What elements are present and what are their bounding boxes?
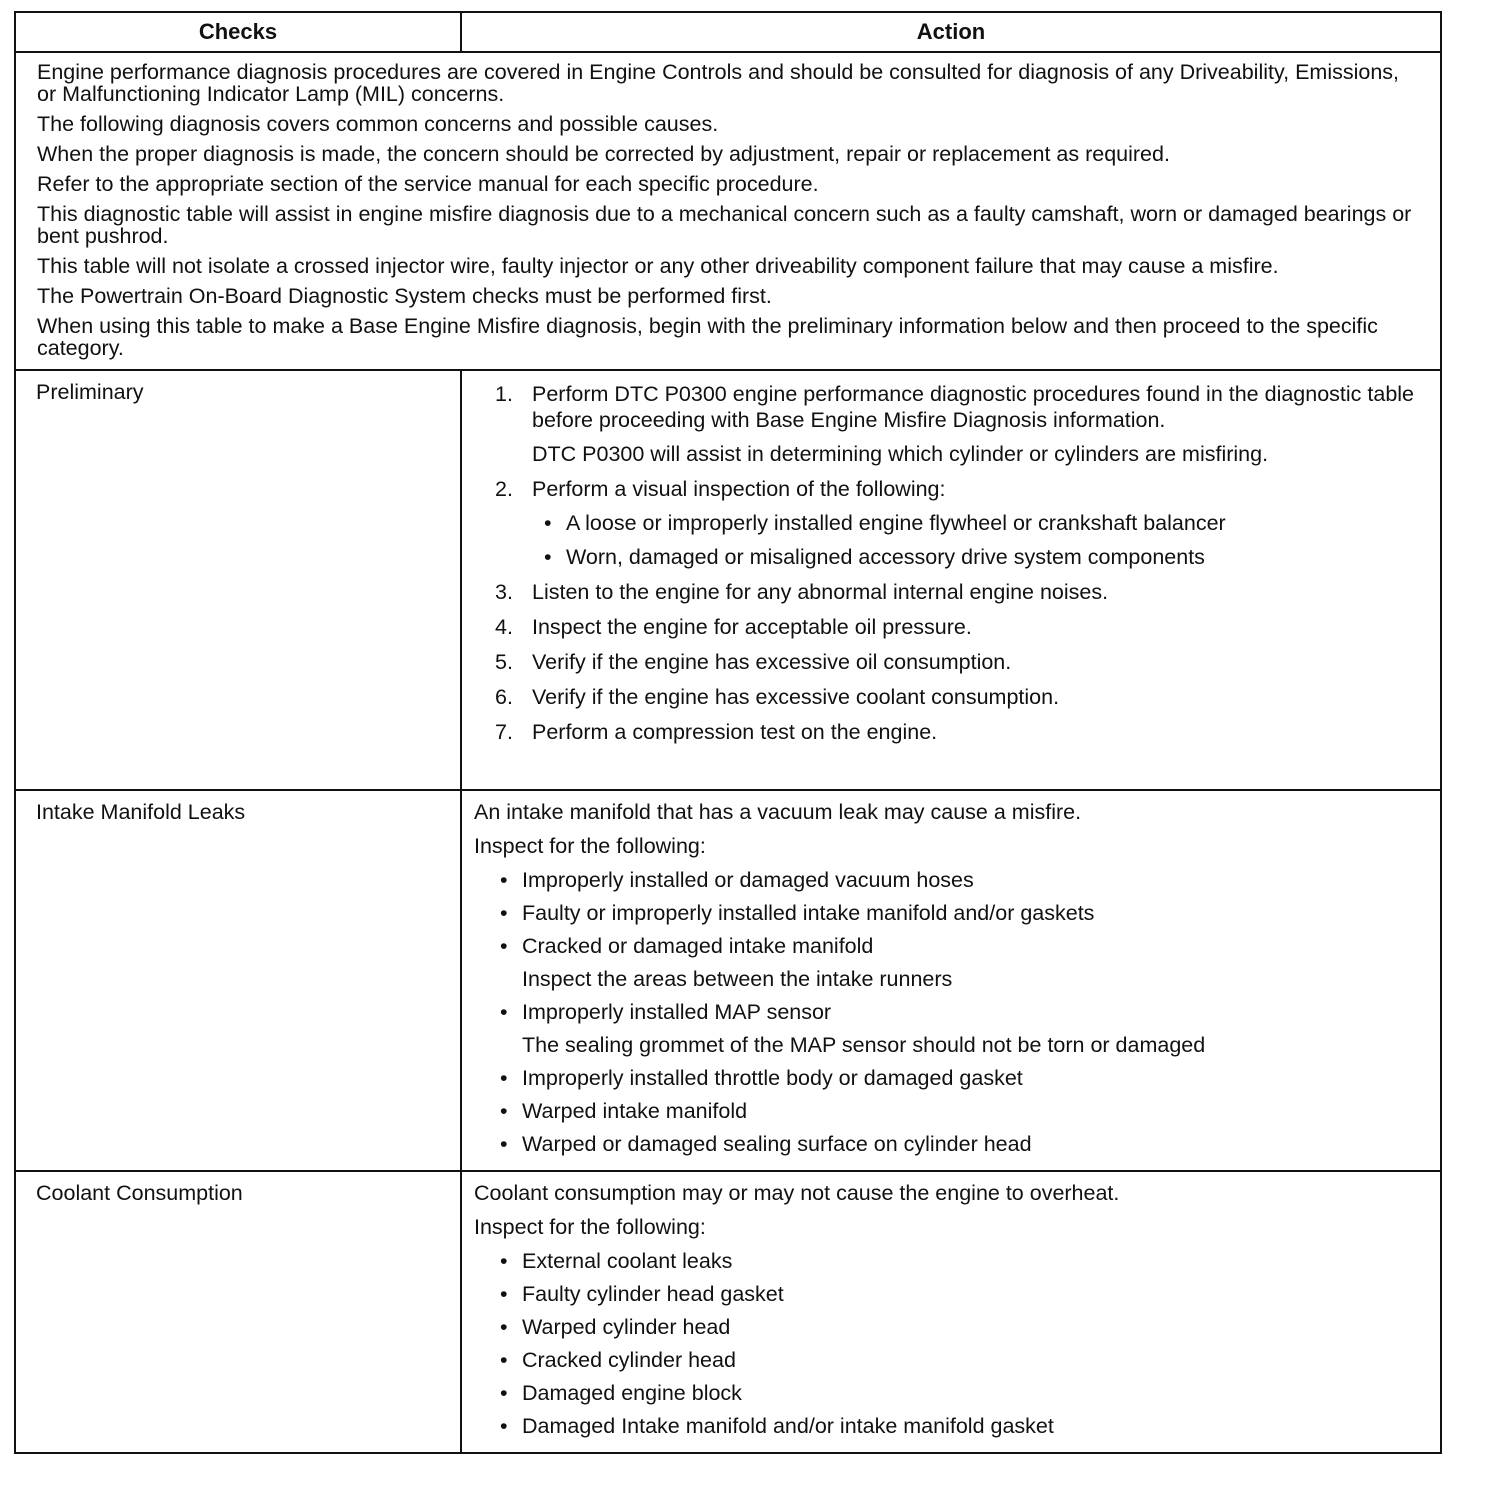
- step-text: Verify if the engine has excessive coolant consumption.: [532, 685, 1060, 709]
- bullet-text: Cracked or damaged intake manifold: [522, 934, 874, 958]
- list-item: [500, 900, 1430, 926]
- step-item: [495, 579, 1430, 605]
- bullet-icon: •: [500, 1414, 508, 1438]
- bullet-text: Improperly installed MAP sensor: [522, 1000, 832, 1024]
- preliminary-steps: [474, 381, 1430, 745]
- intro-paragraph: This table will not isolate a crossed injector wire, faulty injector or any other driveability component failure that may cause a misfire.: [37, 254, 1279, 278]
- step-number: 7.: [495, 720, 513, 744]
- bullet-icon: •: [500, 1099, 508, 1123]
- check-coolant-consumption: Coolant Consumption: [15, 1171, 461, 1453]
- bullet-note: The sealing grommet of the MAP sensor should not be torn or damaged: [522, 1033, 1206, 1057]
- check-intake-manifold-leaks: Intake Manifold Leaks: [15, 790, 461, 1171]
- bullet-icon: •: [500, 901, 508, 925]
- step-number: 4.: [495, 615, 513, 639]
- step-text: Perform a compression test on the engine.: [532, 720, 938, 744]
- preliminary-row: [15, 370, 1441, 790]
- step-bullets: [532, 510, 1430, 570]
- list-item: [500, 867, 1430, 893]
- intro-paragraph: Refer to the appropriate section of the service manual for each specific procedure.: [37, 172, 819, 196]
- bullet-text: Improperly installed throttle body or damaged gasket: [522, 1066, 1023, 1090]
- intro-paragraph: When the proper diagnosis is made, the concern should be corrected by adjustment, repair or replacement as required.: [37, 142, 1170, 166]
- list-item: [500, 1347, 1430, 1373]
- bullet-icon: •: [500, 934, 508, 958]
- list-item: [544, 510, 1430, 536]
- intro-paragraph: The following diagnosis covers common concerns and possible causes.: [37, 112, 719, 136]
- intro-row: [15, 52, 1441, 370]
- bullet-note: Inspect the areas between the intake runners: [522, 967, 953, 991]
- intro-paragraph: Engine performance diagnosis procedures are covered in Engine Controls and should be consulted for diagnosis of any Driveability, Emissions, or Malfunctioning Indicator Lamp (MIL) concerns.: [37, 60, 1400, 106]
- list-item: [500, 1314, 1430, 1340]
- action-inspect-label: Inspect for the following:: [474, 1215, 706, 1239]
- bullet-icon: •: [500, 1132, 508, 1156]
- bullet-text: External coolant leaks: [522, 1249, 733, 1273]
- step-text: Verify if the engine has excessive oil consumption.: [532, 650, 1012, 674]
- bullet-icon: •: [544, 545, 552, 569]
- bullet-text: Warped intake manifold: [522, 1099, 748, 1123]
- list-item: [500, 999, 1430, 1058]
- bullet-icon: •: [500, 1249, 508, 1273]
- intro-cell: [15, 52, 1441, 370]
- coolant-inspect-list: [474, 1248, 1430, 1439]
- list-item: [544, 544, 1430, 570]
- checks-column-header: Checks: [15, 12, 461, 52]
- step-text: Inspect the engine for acceptable oil pressure.: [532, 615, 972, 639]
- action-preliminary: [461, 370, 1441, 790]
- bullet-text: Warped or damaged sealing surface on cylinder head: [522, 1132, 1032, 1156]
- bullet-icon: •: [500, 1315, 508, 1339]
- step-number: 5.: [495, 650, 513, 674]
- list-item: [500, 1248, 1430, 1274]
- bullet-icon: •: [500, 1066, 508, 1090]
- header-row: [15, 12, 1441, 52]
- list-item: [500, 1413, 1430, 1439]
- step-item: [495, 476, 1430, 570]
- bullet-icon: •: [500, 1348, 508, 1372]
- step-text: Perform a visual inspection of the following:: [532, 477, 946, 501]
- action-column-header: Action: [461, 12, 1441, 52]
- bullet-icon: •: [544, 511, 552, 535]
- step-item: [495, 381, 1430, 467]
- bullet-icon: •: [500, 1282, 508, 1306]
- action-intake-manifold-leaks: [461, 790, 1441, 1171]
- intro-paragraph: When using this table to make a Base Engine Misfire diagnosis, begin with the preliminary information below and then proceed to the specific category.: [37, 314, 1378, 360]
- action-coolant-consumption: [461, 1171, 1441, 1453]
- intake-row: [15, 790, 1441, 1171]
- intro-paragraph: The Powertrain On-Board Diagnostic System checks must be performed first.: [37, 284, 772, 308]
- list-item: [500, 933, 1430, 992]
- intro-paragraph: This diagnostic table will assist in engine misfire diagnosis due to a mechanical concern such as a faulty camshaft, worn or damaged bearings or bent pushrod.: [37, 202, 1412, 248]
- step-text: Perform DTC P0300 engine performance diagnostic procedures found in the diagnostic table before proceeding with Base Engine Misfire Diagnosis information.: [532, 382, 1415, 432]
- step-item: [495, 649, 1430, 675]
- diagnosis-table: [14, 11, 1442, 1454]
- action-lead: Coolant consumption may or may not cause the engine to overheat.: [474, 1181, 1120, 1205]
- bullet-text: Improperly installed or damaged vacuum hoses: [522, 868, 974, 892]
- step-text: Listen to the engine for any abnormal internal engine noises.: [532, 580, 1109, 604]
- list-item: [500, 1065, 1430, 1091]
- list-item: [500, 1281, 1430, 1307]
- step-number: 6.: [495, 685, 513, 709]
- bullet-text: A loose or improperly installed engine flywheel or crankshaft balancer: [566, 511, 1226, 535]
- bullet-icon: •: [500, 1000, 508, 1024]
- step-number: 2.: [495, 477, 513, 501]
- list-item: [500, 1380, 1430, 1406]
- list-item: [500, 1131, 1430, 1157]
- intake-inspect-list: [474, 867, 1430, 1157]
- bullet-text: Warped cylinder head: [522, 1315, 731, 1339]
- coolant-row: [15, 1171, 1441, 1453]
- step-number: 1.: [495, 382, 513, 406]
- action-inspect-label: Inspect for the following:: [474, 834, 706, 858]
- bullet-text: Faulty or improperly installed intake manifold and/or gaskets: [522, 901, 1095, 925]
- bullet-text: Faulty cylinder head gasket: [522, 1282, 784, 1306]
- step-item: [495, 614, 1430, 640]
- bullet-text: Damaged Intake manifold and/or intake manifold gasket: [522, 1414, 1054, 1438]
- step-number: 3.: [495, 580, 513, 604]
- bullet-icon: •: [500, 1381, 508, 1405]
- bullet-text: Cracked cylinder head: [522, 1348, 736, 1372]
- step-item: [495, 684, 1430, 710]
- check-preliminary: Preliminary: [15, 370, 461, 790]
- bullet-text: Damaged engine block: [522, 1381, 742, 1405]
- step-item: [495, 719, 1430, 745]
- list-item: [500, 1098, 1430, 1124]
- bullet-text: Worn, damaged or misaligned accessory drive system components: [566, 545, 1205, 569]
- step-subtext: DTC P0300 will assist in determining which cylinder or cylinders are misfiring.: [532, 442, 1269, 466]
- bullet-icon: •: [500, 868, 508, 892]
- action-lead: An intake manifold that has a vacuum leak may cause a misfire.: [474, 800, 1082, 824]
